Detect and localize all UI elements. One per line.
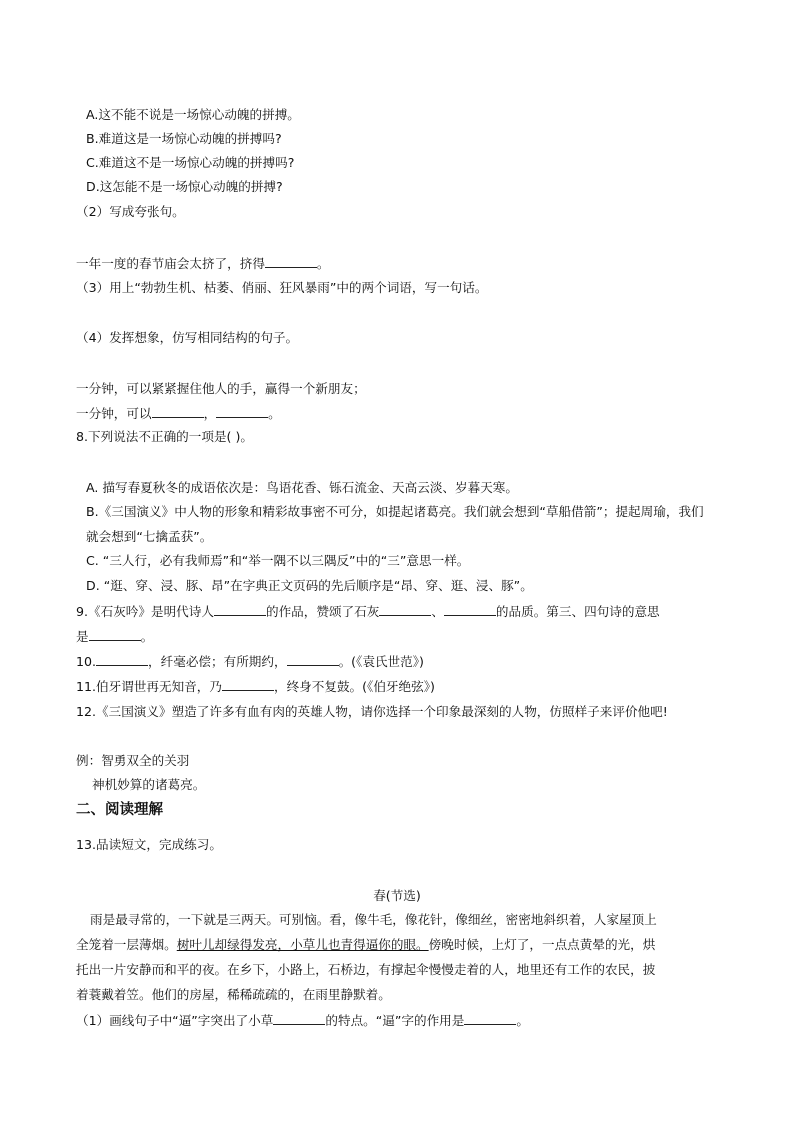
passage-line-2-a: 全笼着一层薄烟。	[76, 937, 177, 952]
q11-text-b: ，终身不复鼓。(《伯牙绝弦》)	[273, 679, 435, 694]
q13-sub1	[76, 1009, 724, 1034]
section-2-heading: 二、阅读理解	[76, 802, 163, 818]
q12-example-2: 神机妙算的诸葛亮。	[92, 777, 206, 792]
q7-part4-title: （4）发挥想象，仿写相同结构的句子。	[76, 330, 299, 345]
q13-sub1-blank-2[interactable]	[464, 1009, 516, 1025]
q7-part4-fill-c: 。	[268, 406, 281, 421]
q9-text-d: 的品质。第三、四句诗的意思	[495, 604, 660, 619]
q7-part4-blank-1[interactable]	[152, 402, 204, 418]
q13-sub1-a: （1）画线句子中“逼”字突出了小草	[76, 1013, 274, 1028]
q7-part2-end: 。	[316, 256, 330, 271]
q8-option-a: A. 描写春夏秋冬的成语依次是：鸟语花香、铄石流金、天高云淡、岁暮天寒。	[86, 480, 518, 495]
q8-option-d: D. “逛、穿、浸、豚、昂”在字典正文页码的先后顺序是“昂、穿、逛、浸、豚”。	[86, 578, 533, 593]
q11-text-a: 11.伯牙谓世再无知音，乃	[76, 679, 222, 694]
q12-example-1: 例：智勇双全的关羽	[76, 753, 190, 768]
passage-line-2-c: 傍晚时候，上灯了，一点点黄晕的光，烘	[428, 937, 656, 952]
q8-option-c: C. “三人行，必有我师焉”和“举一隅不以三隅反”中的“三”意思一样。	[86, 553, 470, 568]
underlined-sentence: 树叶儿却绿得发亮，小草儿也青得逼你的眼。	[176, 937, 429, 952]
q7-option-d: D.这怎能不是一场惊心动魄的拼搏?	[86, 179, 283, 194]
q9-text-b: 的作品，赞颂了石灰	[265, 604, 380, 619]
q7-part2-blank[interactable]	[265, 252, 317, 268]
q7-option-a: A.这不能不说是一场惊心动魄的拼搏。	[86, 107, 300, 122]
q7-part3-title: （3）用上“勃勃生机、枯萎、俏丽、狂风暴雨”中的两个词语，写一句话。	[76, 280, 488, 295]
q9-text-f: 。	[140, 629, 154, 644]
q9-blank-2[interactable]	[379, 600, 431, 616]
q9-text-a: 9.《石灰吟》是明代诗人	[76, 604, 214, 619]
q9-text-e: 是	[76, 629, 89, 644]
q7-part4-fill-b: ，	[203, 406, 217, 421]
q10-line	[76, 650, 724, 675]
q10-blank-1[interactable]	[96, 650, 148, 666]
q10-blank-2[interactable]	[287, 650, 339, 666]
passage-line-1: 雨是最寻常的，一下就是三两天。可别恼。看，像牛毛，像花针，像细丝，密密地斜织着，人家屋顶上	[90, 912, 657, 927]
q7-part2-sentence	[76, 252, 724, 277]
passage-title: 春(节选)	[373, 888, 421, 903]
q7-option-c: C.难道这不是一场惊心动魄的拼搏吗?	[86, 155, 295, 170]
q9-line2	[76, 625, 724, 650]
passage-line-2	[76, 933, 724, 958]
q7-part2-text: 一年一度的春节庙会太挤了，挤得	[76, 256, 265, 271]
q7-part4-fill	[76, 402, 724, 427]
q7-option-b: B.难道这是一场惊心动魄的拼搏吗?	[86, 131, 282, 146]
q12-stem: 12.《三国演义》塑造了许多有血有肉的英雄人物，请你选择一个印象最深刻的人物，仿照样子来评价他吧!	[76, 704, 668, 719]
passage-line-4: 着蓑戴着笠。他们的房屋，稀稀疏疏的，在雨里静默着。	[76, 987, 391, 1002]
q7-part4-example: 一分钟，可以紧紧握住他人的手，赢得一个新朋友；	[76, 381, 366, 396]
q9-blank-1[interactable]	[214, 600, 266, 616]
q13-sub1-c: 。	[516, 1013, 529, 1028]
q9-blank-3[interactable]	[444, 600, 496, 616]
q13-sub1-b: 的特点。“逼”字的作用是	[325, 1013, 465, 1028]
q8-stem: 8.下列说法不正确的一项是( )。	[76, 429, 253, 444]
q9-blank-4[interactable]	[89, 625, 141, 641]
q10-text-a: 10.	[76, 654, 97, 669]
q8-option-b: B.《三国演义》中人物的形象和精彩故事密不可分，如提起诸葛亮。我们就会想到“草船借箭”；提起周瑜，我们就会想到“七擒孟获”。	[86, 504, 704, 544]
q7-part4-blank-2[interactable]	[216, 402, 268, 418]
q7-part2-title: （2）写成夸张句。	[76, 204, 185, 219]
q7-part4-fill-a: 一分钟，可以	[76, 406, 152, 421]
q10-text-c: 。(《袁氏世范》)	[338, 654, 424, 669]
passage-line-3: 托出一片安静而和平的夜。在乡下，小路上，石桥边，有撑起伞慢慢走着的人，地里还有工作的农民，披	[76, 962, 656, 977]
q11-line	[76, 675, 724, 700]
q13-stem: 13.品读短文，完成练习。	[76, 837, 222, 852]
q11-blank[interactable]	[222, 675, 274, 691]
q9-text-c: 、	[431, 604, 444, 619]
q13-sub1-blank-1[interactable]	[273, 1009, 325, 1025]
q9-line1	[76, 600, 724, 625]
q10-text-b: ，纤毫必偿；有所期约，	[148, 654, 287, 669]
